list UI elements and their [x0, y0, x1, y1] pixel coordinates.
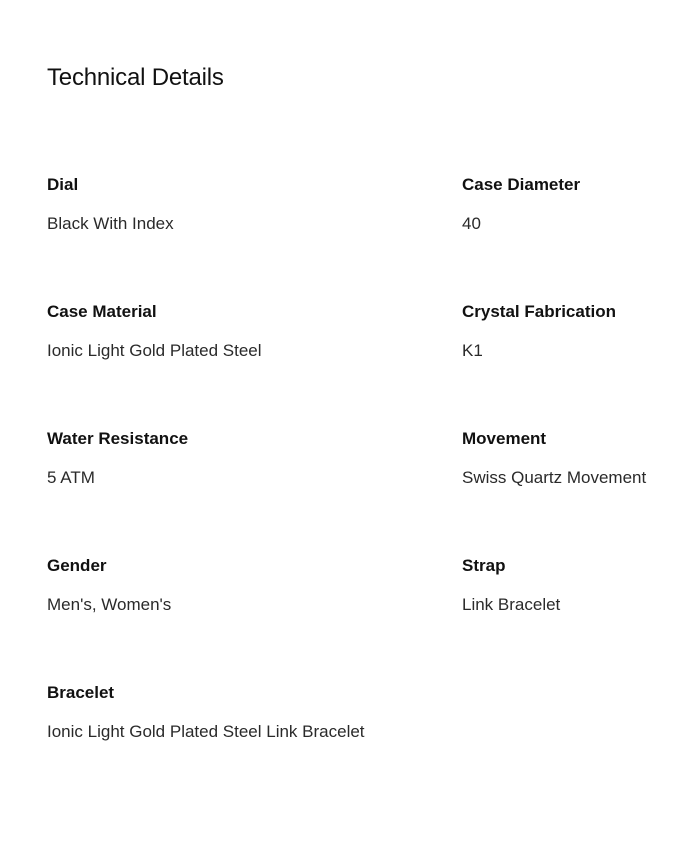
spec-value: K1	[462, 341, 483, 360]
spec-movement	[462, 426, 687, 553]
spec-strap	[462, 553, 687, 680]
spec-water-resistance	[47, 426, 462, 553]
spec-label: Movement	[462, 429, 547, 448]
spec-value: 40	[462, 214, 481, 233]
spec-case-material	[47, 299, 462, 426]
spec-value: Ionic Light Gold Plated Steel Link Bracelet	[47, 722, 365, 741]
spec-bracelet	[47, 680, 462, 807]
spec-dial	[47, 172, 462, 299]
spec-value: Swiss Quartz Movement	[462, 468, 647, 487]
spec-label: Bracelet	[47, 683, 115, 702]
spec-value: Link Bracelet	[462, 595, 561, 614]
spec-label: Water Resistance	[47, 429, 189, 448]
spec-label: Strap	[462, 556, 506, 575]
spec-label: Gender	[47, 556, 107, 575]
spec-grid	[47, 172, 687, 807]
spec-label: Case Diameter	[462, 175, 581, 194]
spec-value: Ionic Light Gold Plated Steel	[47, 341, 262, 360]
page-title: Technical Details	[47, 64, 224, 91]
spec-case-diameter	[462, 172, 687, 299]
spec-value: 5 ATM	[47, 468, 95, 487]
spec-label: Dial	[47, 175, 79, 194]
spec-label: Crystal Fabrication	[462, 302, 616, 321]
spec-crystal-fabrication	[462, 299, 687, 426]
spec-label: Case Material	[47, 302, 157, 321]
spec-value: Men's, Women's	[47, 595, 172, 614]
spec-value: Black With Index	[47, 214, 174, 233]
spec-gender	[47, 553, 462, 680]
